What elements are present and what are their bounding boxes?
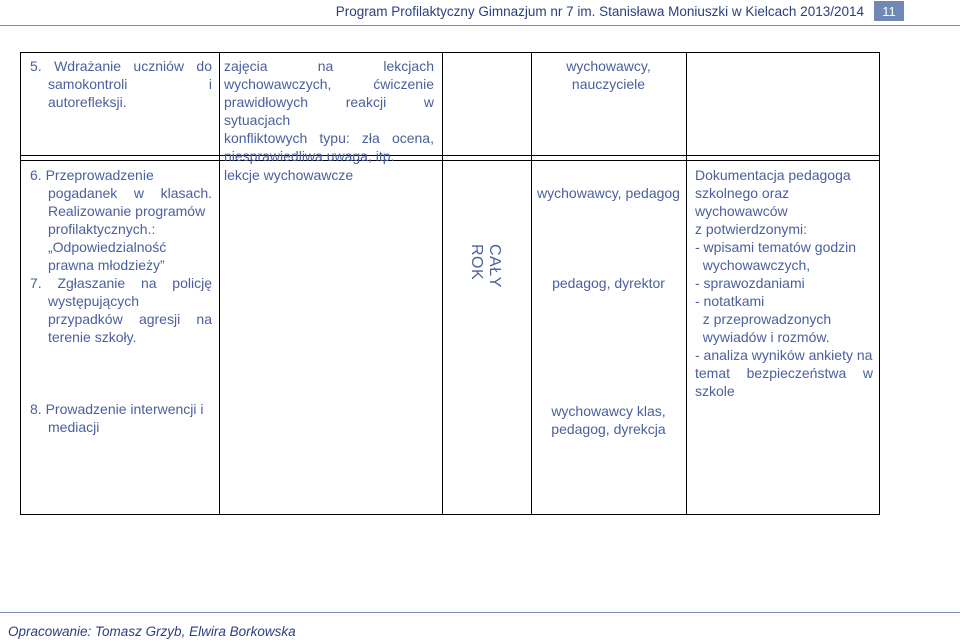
responsible-5-line: wychowawcy, [566,58,651,74]
task-8-line: 8. Prowadzenie interwencji i [30,401,204,417]
page-header-title: Program Profilaktyczny Gimnazjum nr 7 im. Stanisława Moniuszki w Kielcach 2013/2014 [335,4,864,19]
task-line: pogadanek w klasach. [48,185,212,201]
evaluation-line: - notatkami [695,293,765,309]
evaluation-line: z przeprowadzonych [695,311,832,327]
footer-credits: Opracowanie: Tomasz Grzyb, Elwira Borkowska [8,624,296,639]
evaluation-line: szkolnego oraz [695,185,790,201]
method-5-line: zajęcia na lekcjach [224,58,434,74]
task-line: 6. Przeprowadzenie [30,167,154,183]
responsible-5-line: nauczyciele [571,76,646,92]
task-line: profilaktycznych.: [48,221,156,237]
evaluation-line: - sprawozdaniami [695,275,805,291]
method-5-line: wychowawczych, ćwiczenie [224,76,434,92]
evaluation-line: - analiza wyników ankiety na [695,347,873,363]
responsible-6-cell: wychowawcy, pedagog [537,185,680,201]
responsible-7-cell: pedagog, dyrektor [552,275,665,291]
col-border-left [20,52,21,515]
evaluation-line: wywiadów i rozmów. [695,329,830,345]
evaluation-cell [695,166,873,400]
table-top-border [20,52,880,53]
task-line: 7. Zgłaszanie na policję [30,275,212,291]
col-border-2 [442,52,443,515]
evaluation-line: - wpisami tematów godzin [695,239,857,255]
evaluation-line: szkole [695,383,735,399]
method-5-line: prawidłowych reakcji w sytuacjach [224,94,434,128]
evaluation-line: temat bezpieczeństwa w [695,365,873,381]
task-8-cell [30,400,212,436]
task-line: występujących [48,293,140,309]
footer-rule [0,612,960,613]
col-border-1 [219,52,220,515]
col-border-4 [686,52,687,515]
task-5-line: 5. Wdrażanie uczniów do [30,58,212,74]
task-line: „Odpowiedzialność [48,239,167,255]
col-border-right [879,52,880,515]
task-5-line: samokontroli i [48,76,212,92]
method-5-cell [224,57,434,165]
method-5-line: niesprawiedliwa uwaga, itp. [224,148,395,164]
task-6-7-cell [30,166,212,346]
header-rule [0,25,960,26]
evaluation-line: Dokumentacja pedagoga [695,167,851,183]
table-bottom-border [20,514,880,515]
task-line: terenie szkoły. [48,329,137,345]
task-line: przypadków agresji na [48,311,212,327]
method-6-cell: lekcje wychowawcze [224,167,354,183]
evaluation-line: wychowawców [695,203,788,219]
responsible-8-line: pedagog, dyrekcja [551,421,666,437]
page-number-badge: 11 [874,1,904,21]
row-separator [20,155,880,156]
task-8-line: mediacji [48,419,100,435]
row-separator-double [20,160,880,161]
responsible-8-line: wychowawcy klas, [551,403,666,419]
timeframe-vertical-label: CAŁY ROK [468,244,503,288]
task-line: Realizowanie programów [48,203,206,219]
evaluation-line: z potwierdzonymi: [695,221,808,237]
method-5-line: konfliktowych typu: zła ocena, [224,130,434,146]
responsible-5-cell [531,57,686,93]
task-5-line: autorefleksji. [48,94,127,110]
responsible-8-cell [531,402,686,438]
evaluation-line: wychowawczych, [695,257,811,273]
task-line: prawna młodzieży” [48,257,165,273]
task-5-cell [30,57,212,111]
